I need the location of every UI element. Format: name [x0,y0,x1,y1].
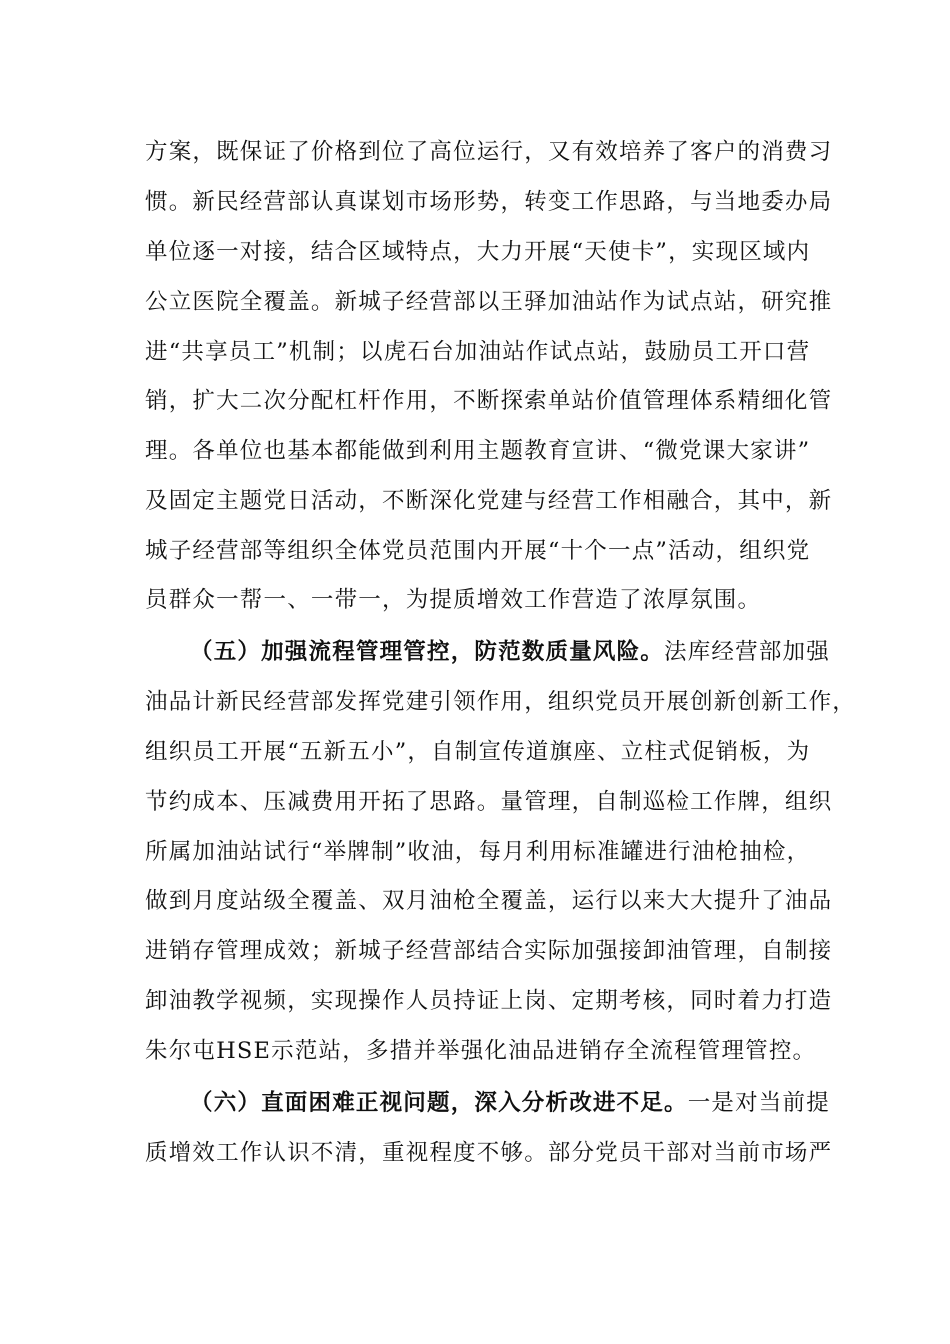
paragraph-line: 卸油教学视频，实现操作人员持证上岗、定期考核，同时着力打造 [145,988,833,1014]
section-heading: （五）加强流程管理管控，防范数质量风险。 [190,639,665,665]
paragraph-line: 进“共享员工”机制；以虎石台加油站作试点站，鼓励员工开口营 [145,339,811,365]
paragraph-line: 理。各单位也基本都能做到利用主题教育宣讲、“微党课大家讲” [145,438,811,464]
section-heading-line [190,627,830,677]
paragraph-line: 及固定主题党日活动，不断深化党建与经营工作相融合，其中，新 [145,488,833,514]
section-heading-line [190,1078,830,1128]
paragraph-line: 公立医院全覆盖。新城子经营部以王驿加油站作为试点站，研究推 [145,289,833,315]
paragraph-line: 进销存管理成效；新城子经营部结合实际加强接卸油管理，自制接 [145,938,833,964]
paragraph-line: 质增效工作认识不清，重视程度不够。部分党员干部对当前市场严 [145,1140,833,1166]
paragraph-line: 组织员工开展“五新五小”，自制宣传道旗座、立柱式促销板，为 [145,739,811,765]
section-heading: （六）直面困难正视问题，深入分析改进不足。 [190,1090,688,1116]
paragraph-line: 节约成本、压减费用开拓了思路。量管理，自制巡检工作牌，组织 [145,789,833,815]
paragraph-line: 单位逐一对接，结合区域特点，大力开展“天使卡”，实现区域内 [145,239,811,265]
heading-continuation: 一是对当前提 [687,1090,830,1116]
heading-continuation: 法库经营部加强 [664,639,830,665]
paragraph-line: 油品计新民经营部发挥党建引领作用，组织党员开展创新创新工作， [145,689,857,715]
paragraph-line: 方案，既保证了价格到位了高位运行，又有效培养了客户的消费习 [145,139,833,165]
paragraph-line: 城子经营部等组织全体党员范围内开展“十个一点”活动，组织党 [145,538,811,564]
paragraph-line: 员群众一帮一、一带一，为提质增效工作营造了浓厚氛围。 [145,587,762,613]
paragraph-line: 朱尔屯HSE示范站，多措并举强化油品进销存全流程管理管控。 [145,1038,817,1064]
paragraph-line: 销，扩大二次分配杠杆作用，不断探索单站价值管理体系精细化管 [145,388,833,414]
paragraph-line: 所属加油站试行“举牌制”收油，每月利用标准罐进行油枪抽检， [145,839,811,865]
paragraph-line: 做到月度站级全覆盖、双月油枪全覆盖，运行以来大大提升了油品 [145,888,833,914]
paragraph-line: 惯。新民经营部认真谋划市场形势，转变工作思路，与当地委办局 [145,189,833,215]
